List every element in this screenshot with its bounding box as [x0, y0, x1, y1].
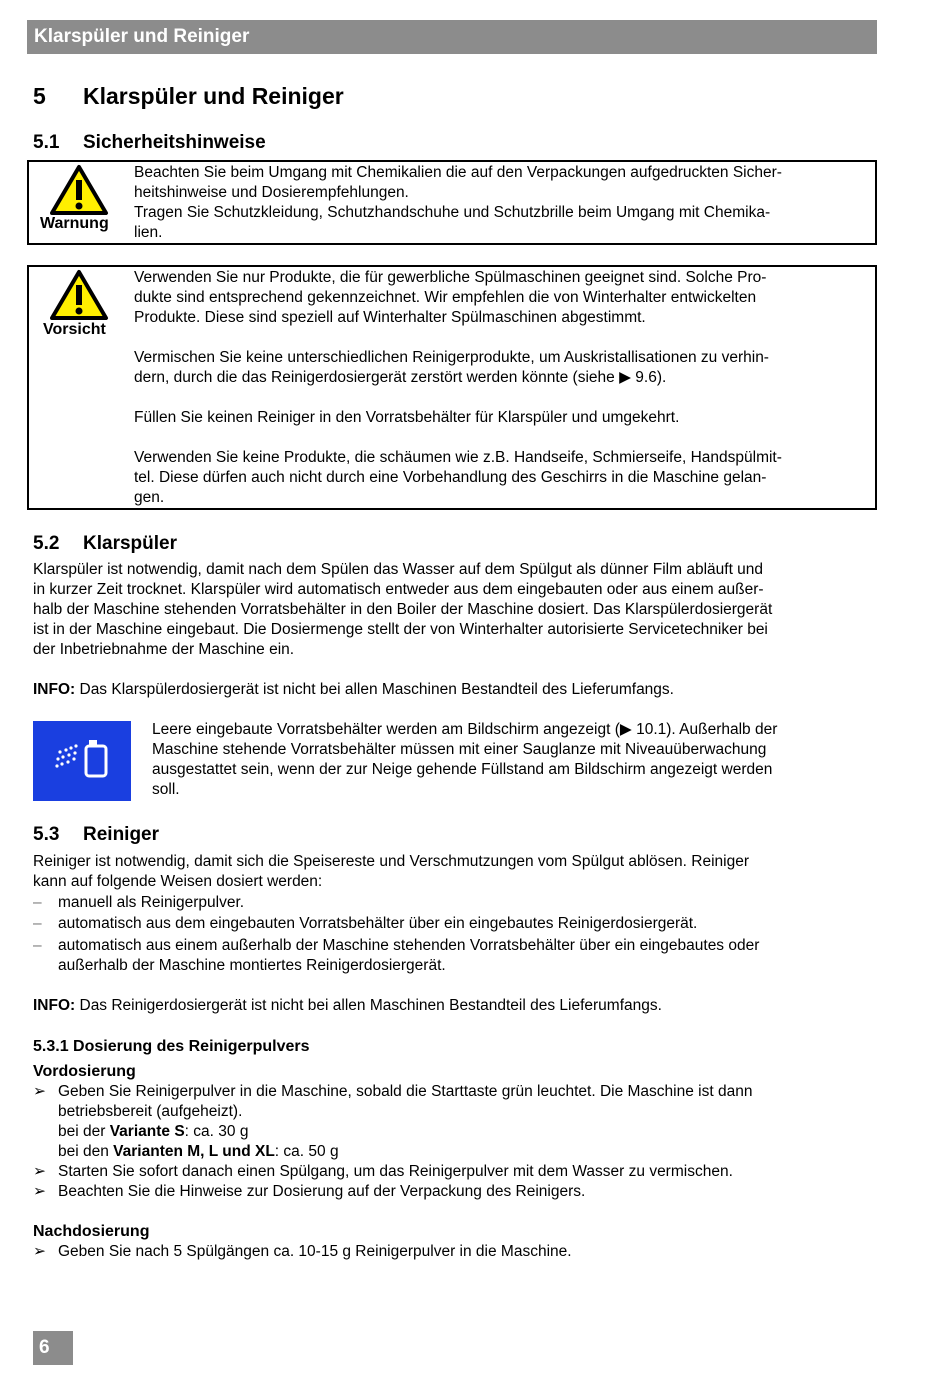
header-title: Klarspüler und Reiniger: [34, 26, 250, 47]
page-number-badge: [33, 1331, 73, 1365]
reiniger-paragraph: [33, 852, 863, 892]
text-line: Leere eingebaute Vorratsbehälter werden am Bildschirm angezeigt (▶ 10.1). Außerhalb der: [152, 721, 778, 738]
nachdosierung-heading: Nachdosierung: [33, 1223, 150, 1240]
section-number: 5: [33, 83, 46, 109]
text-line: tel. Diese dürfen auch nicht durch eine Vorbehandlung des Geschirrs in die Maschine gelan-: [134, 469, 767, 486]
text-fragment: bei den: [58, 1143, 114, 1160]
section-number: 5.1: [33, 132, 60, 153]
text-fragment: : ca. 30 g: [184, 1123, 249, 1140]
text-line: Tragen Sie Schutzkleidung, Schutzhandschuhe und Schutzbrille beim Umgang mit Chemika-: [134, 204, 771, 221]
info-note: [33, 996, 863, 1016]
section-5-heading: [33, 82, 344, 110]
page-number: 6: [39, 1337, 50, 1358]
icon-description: [152, 720, 872, 800]
list-text: automatisch aus dem eingebauten Vorratsbehälter über ein eingebautes Reinigerdosiergerät.: [58, 915, 698, 932]
text-line: Verwenden Sie nur Produkte, die für gewerbliche Spülmaschinen geeignet sind. Solche Pro-: [134, 269, 767, 286]
list-text: automatisch aus einem außerhalb der Maschine stehenden Vorratsbehälter über ein eingebautes oder: [58, 937, 760, 954]
variant-mlxl-label: Varianten M, L und XL: [113, 1143, 275, 1160]
list-text: Beachten Sie die Hinweise zur Dosierung auf der Verpackung des Reinigers.: [58, 1183, 586, 1200]
caution-box: [27, 265, 877, 510]
info-text: Das Reinigerdosiergerät ist nicht bei allen Maschinen Bestandteil des Lieferumfangs.: [75, 997, 662, 1014]
warning-triangle-icon: [49, 164, 109, 216]
text-line: Füllen Sie keinen Reiniger in den Vorratsbehälter für Klarspüler und umgekehrt.: [134, 409, 680, 426]
text-line: ausgestattet sein, wenn der zur Neige gehende Füllstand am Bildschirm angezeigt werden: [152, 761, 773, 778]
info-label: INFO:: [33, 997, 76, 1014]
section-title: Klarspüler und Reiniger: [83, 83, 344, 109]
vordosierung-heading: Vordosierung: [33, 1063, 136, 1080]
caution-triangle-icon: [49, 269, 109, 321]
section-5-1-heading: [33, 131, 266, 155]
dash-bullet: –: [33, 894, 42, 911]
dash-bullet: –: [33, 915, 42, 932]
section-title: Sicherheitshinweise: [83, 132, 266, 153]
variant-s-line: [58, 1122, 858, 1142]
list-text: Geben Sie nach 5 Spülgängen ca. 10-15 g Reinigerpulver in die Maschine.: [58, 1243, 572, 1260]
list-text: betriebsbereit (aufgeheizt).: [58, 1103, 243, 1120]
text-fragment: : ca. 50 g: [274, 1143, 339, 1160]
list-text: Geben Sie Reinigerpulver in die Maschine, sobald die Starttaste grün leuchtet. Die Maschine ist dann: [58, 1083, 753, 1100]
text-line: Maschine stehende Vorratsbehälter müssen mit einer Sauglanze mit Niveauüberwachung: [152, 741, 767, 758]
info-label: INFO:: [33, 681, 76, 698]
warning-text: [134, 163, 864, 243]
list-text: Starten Sie sofort danach einen Spülgang, um das Reinigerpulver mit dem Wasser zu vermischen.: [58, 1163, 733, 1180]
variant-mlxl-line: [58, 1142, 858, 1162]
text-line: ist in der Maschine eingebaut. Die Dosiermenge stellt der von Winterhalter autorisierte Servicetechniker bei: [33, 621, 768, 638]
rinse-aid-container-icon: [33, 721, 131, 801]
section-number: 5.3: [33, 824, 60, 845]
text-line: Vermischen Sie keine unterschiedlichen Reinigerprodukte, um Auskristallisationen zu verhin-: [134, 349, 769, 366]
warning-label: Warnung: [40, 215, 109, 232]
arrow-bullet-icon: ➢: [33, 1243, 46, 1260]
section-5-3-1-heading: 5.3.1 Dosierung des Reinigerpulvers: [33, 1038, 310, 1055]
text-line: der Inbetriebnahme der Maschine ein.: [33, 641, 295, 658]
blank-line: [134, 428, 864, 448]
arrow-bullet-icon: ➢: [33, 1163, 46, 1180]
section-number: 5.2: [33, 533, 60, 554]
text-line: dukte sind entsprechend gekennzeichnet. Wir empfehlen die von Winterhalter entwickelten: [134, 289, 757, 306]
text-line: soll.: [152, 781, 180, 798]
text-line: Reiniger ist notwendig, damit sich die Speisereste und Verschmutzungen vom Spülgut ablösen. Reiniger: [33, 853, 749, 870]
section-title: Klarspüler: [83, 533, 177, 554]
arrow-bullet-icon: ➢: [33, 1083, 46, 1100]
text-line: gen.: [134, 489, 165, 506]
text-line: kann auf folgende Weisen dosiert werden:: [33, 873, 323, 890]
container-spray-icon: [33, 721, 131, 801]
list-text: manuell als Reinigerpulver.: [58, 894, 245, 911]
header-bar: [27, 20, 877, 54]
text-line: halb der Maschine stehenden Vorratsbehälter in den Boiler der Maschine dosiert. Das Klarspülerdosiergerät: [33, 601, 773, 618]
caution-label: Vorsicht: [43, 321, 106, 338]
text-line: dern, durch die das Reinigerdosiergerät zerstört werden könnte (siehe ▶ 9.6).: [134, 369, 667, 386]
section-5-3-heading: [33, 823, 159, 847]
blank-line: [134, 388, 864, 408]
text-line: Verwenden Sie keine Produkte, die schäumen wie z.B. Handseife, Schmierseife, Handspülmit-: [134, 449, 782, 466]
dash-bullet: –: [33, 937, 42, 954]
section-5-2-heading: [33, 532, 177, 556]
text-line: in kurzer Zeit trocknet. Klarspüler wird automatisch entweder aus dem eingebauten oder aus einem außer-: [33, 581, 764, 598]
blank-line: [134, 328, 864, 348]
list-text: außerhalb der Maschine montiertes Reinigerdosiergerät.: [58, 957, 446, 974]
arrow-bullet-icon: ➢: [33, 1183, 46, 1200]
section-title: Reiniger: [83, 824, 160, 845]
text-line: Klarspüler ist notwendig, damit nach dem Spülen das Wasser auf dem Spülgut als dünner Film abläuft und: [33, 561, 764, 578]
text-line: Beachten Sie beim Umgang mit Chemikalien die auf den Verpackungen aufgedruckten Sicher-: [134, 164, 782, 181]
info-note: [33, 680, 863, 700]
text-fragment: bei der: [58, 1123, 110, 1140]
text-line: Produkte. Diese sind speziell auf Winterhalter Spülmaschinen abgestimmt.: [134, 309, 646, 326]
klarspueler-paragraph: [33, 560, 863, 660]
variant-s-label: Variante S: [109, 1123, 185, 1140]
text-line: heitshinweise und Dosierempfehlungen.: [134, 184, 409, 201]
info-text: Das Klarspülerdosiergerät ist nicht bei allen Maschinen Bestandteil des Lieferumfangs.: [75, 681, 674, 698]
caution-text: [134, 268, 864, 508]
text-line: lien.: [134, 224, 163, 241]
warning-box: [27, 160, 877, 245]
